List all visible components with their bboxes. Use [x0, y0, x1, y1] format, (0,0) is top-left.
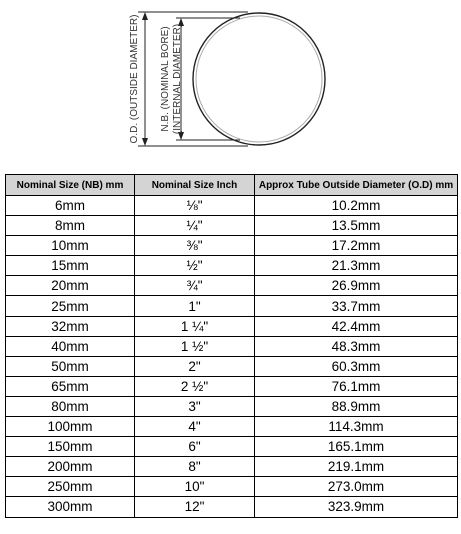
cell-nominal-size-nb: 15mm — [6, 256, 135, 276]
internal-diameter-label: (INTERNAL DIAMETER) — [172, 23, 183, 135]
cell-nominal-size-inch: ½" — [135, 256, 255, 276]
cell-nominal-size-nb: 50mm — [6, 356, 135, 376]
cell-nominal-size-inch: ¾" — [135, 276, 255, 296]
cell-nominal-size-nb: 80mm — [6, 396, 135, 416]
cell-nominal-size-inch: ⅜" — [135, 236, 255, 256]
cell-outside-diameter: 10.2mm — [255, 196, 458, 216]
cell-outside-diameter: 13.5mm — [255, 216, 458, 236]
cell-outside-diameter: 219.1mm — [255, 457, 458, 477]
pipe-diagram — [0, 0, 461, 165]
cell-nominal-size-inch: 2 ½" — [135, 376, 255, 396]
table-row — [6, 356, 458, 376]
cell-nominal-size-inch: 10" — [135, 477, 255, 497]
cell-outside-diameter: 42.4mm — [255, 316, 458, 336]
table-row — [6, 316, 458, 336]
cell-nominal-size-inch: 1 ¼" — [135, 316, 255, 336]
cell-outside-diameter: 88.9mm — [255, 396, 458, 416]
table-row — [6, 396, 458, 416]
cell-nominal-size-nb: 32mm — [6, 316, 135, 336]
cell-nominal-size-nb: 25mm — [6, 296, 135, 316]
table-row — [6, 376, 458, 396]
cell-nominal-size-nb: 250mm — [6, 477, 135, 497]
cell-outside-diameter: 33.7mm — [255, 296, 458, 316]
table-body — [6, 196, 458, 518]
cell-outside-diameter: 21.3mm — [255, 256, 458, 276]
table-row — [6, 196, 458, 216]
outer-circle — [193, 13, 325, 145]
cell-nominal-size-inch: 3" — [135, 396, 255, 416]
cell-nominal-size-inch: 12" — [135, 497, 255, 517]
pipe-cross-section-drawing — [0, 0, 461, 165]
inner-circle — [196, 16, 322, 142]
od-label: O.D. (OUTSIDE DIAMETER) — [129, 14, 140, 144]
cell-nominal-size-nb: 200mm — [6, 457, 135, 477]
cell-nominal-size-inch: 2" — [135, 356, 255, 376]
cell-nominal-size-inch: 1" — [135, 296, 255, 316]
header-nominal-size-nb: Nominal Size (NB) mm — [6, 175, 135, 196]
cell-nominal-size-nb: 6mm — [6, 196, 135, 216]
header-outside-diameter: Approx Tube Outside Diameter (O.D) mm — [255, 175, 458, 196]
od-arrow-bottom — [142, 138, 148, 146]
cell-nominal-size-nb: 10mm — [6, 236, 135, 256]
cell-nominal-size-inch: ⅛" — [135, 196, 255, 216]
cell-outside-diameter: 165.1mm — [255, 437, 458, 457]
cell-nominal-size-nb: 150mm — [6, 437, 135, 457]
pipe-size-table — [5, 174, 458, 518]
cell-outside-diameter: 17.2mm — [255, 236, 458, 256]
table-row — [6, 256, 458, 276]
cell-outside-diameter: 76.1mm — [255, 376, 458, 396]
table-row — [6, 457, 458, 477]
cell-outside-diameter: 60.3mm — [255, 356, 458, 376]
table-row — [6, 216, 458, 236]
cell-nominal-size-inch: 8" — [135, 457, 255, 477]
table-row — [6, 336, 458, 356]
od-arrow-top — [142, 12, 148, 20]
table-row — [6, 437, 458, 457]
header-nominal-size-inch: Nominal Size Inch — [135, 175, 255, 196]
table-row — [6, 497, 458, 517]
cell-nominal-size-nb: 8mm — [6, 216, 135, 236]
cell-outside-diameter: 323.9mm — [255, 497, 458, 517]
table-header-row — [6, 175, 458, 196]
cell-nominal-size-nb: 40mm — [6, 336, 135, 356]
cell-nominal-size-nb: 20mm — [6, 276, 135, 296]
cell-nominal-size-inch: 4" — [135, 417, 255, 437]
table-row — [6, 296, 458, 316]
cell-outside-diameter: 26.9mm — [255, 276, 458, 296]
cell-nominal-size-nb: 65mm — [6, 376, 135, 396]
nb-label: N.B. (NOMINAL BORE) — [160, 26, 171, 132]
cell-nominal-size-inch: 1 ½" — [135, 336, 255, 356]
table-row — [6, 236, 458, 256]
table-row — [6, 276, 458, 296]
table-row — [6, 417, 458, 437]
cell-outside-diameter: 48.3mm — [255, 336, 458, 356]
cell-outside-diameter: 273.0mm — [255, 477, 458, 497]
cell-nominal-size-inch: ¼" — [135, 216, 255, 236]
table-row — [6, 477, 458, 497]
cell-nominal-size-nb: 300mm — [6, 497, 135, 517]
cell-nominal-size-inch: 6" — [135, 437, 255, 457]
cell-nominal-size-nb: 100mm — [6, 417, 135, 437]
cell-outside-diameter: 114.3mm — [255, 417, 458, 437]
